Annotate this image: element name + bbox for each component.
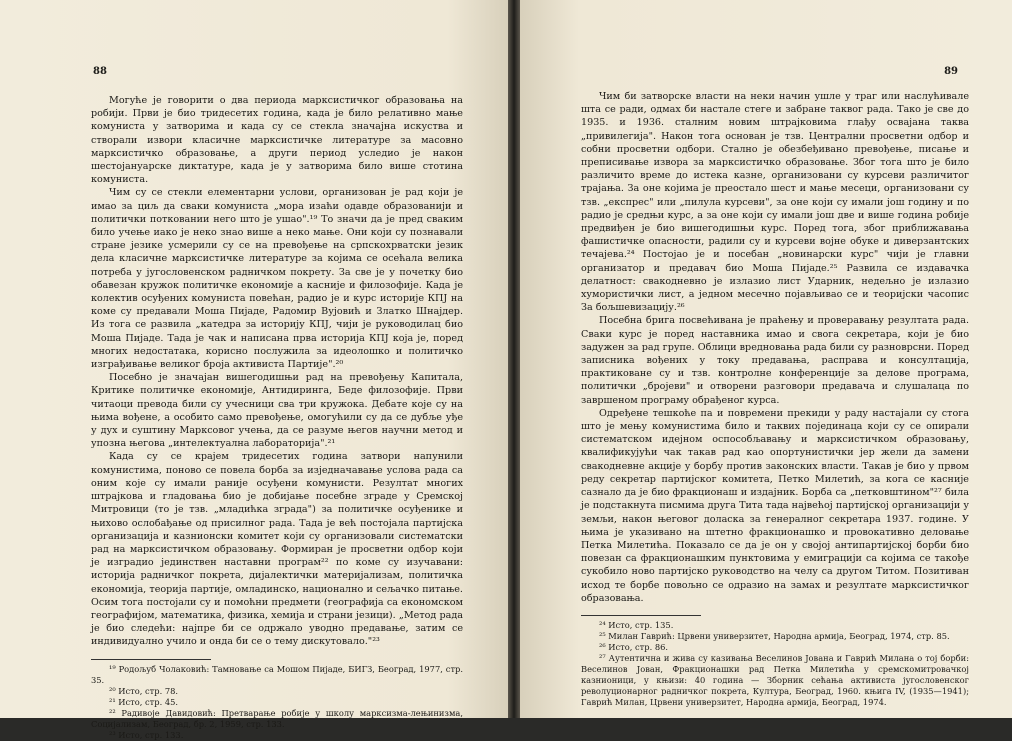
page-number: 88 xyxy=(93,66,107,77)
footnote: ²⁰ Исто, стр. 78. xyxy=(109,685,179,696)
footnote: ²¹ Исто, стр. 45. xyxy=(109,696,179,707)
main-text xyxy=(91,94,463,741)
paragraph: Чим би затворске власти на неки начин ушле у траг или наслућивале шта се ради, одмах би настале стеге и забране таквог рада. Тако је све до 1935. и 1936. сталним новим штрајковима глађу освајана таква „привилегија". Након тога основан је тзв. Централни просветни одбор и собни просветни одбори. Стално је обезбеђивано превођење, писање и преписивање извора за марксистичко образовање. Због тога што је било различито време до истека казне, организовани су курсеви различитог трајања. За оне којима је преостало шест и мање месеци, организовани су тзв. „експрес" или „пилула курсеви", за оне који су имали још годину и по радио је средњи курс, а за оне који су имали још две и више година робије предвиђен је био вишегодишњи курс. Поред тога, због приближавања фашистичке опасности, радили су и курсеви војне обуке и диверзантских течајева.²⁴ Постојао је и посебан „новинарски курс" чији је главни организатор и предавач био Моша Пијаде.²⁵ Развила се издавачка делатност: свакодневно је излазио лист Ударник, недељно је излазио хумористички лист, а једном месечно појављивао се и теоријски часопис За бољшевизацију.²⁶ xyxy=(581,91,969,314)
page-number: 89 xyxy=(944,66,958,77)
paragraph: Посебно је значајан вишегодишњи рад на превођењу Капитала, Критике политичке економије, Антидиринга, Беде филозофије. Први читаоци превода били су учесници сва три кружока. Дебате које су на њима вођене, а особито само превођење, омогућили су да се дубље уђе у дух и суштину Марксовог учења, да се разуме његов научни метод и упозна његова „интелектуална лабораторија".²¹ xyxy=(91,372,463,450)
footnote: ²² Радивоје Давидовић: Претварање робије у школу марксизма-лењинизма, Социјализам, Београд, бр. 2, 1959, стр. 133. xyxy=(91,707,463,729)
paragraph: Када су се крајем тридесетих година затвори напунили комунистима, поново се повела борба за изједначавање услова рада са оним које су имали раније осуђени комунисти. Резултат многих штрајкова и гладовања био је добијање посебне зграде у Сремској Митровици (то је тзв. „младићка зграда") за политичке осуђенике и њихово ослобађање од присилног рада. Тада је већ постојала партијска организација и казнионски комитет који су организовали систематски рад на марксистичком образовању. Формиран је просветни одбор који је изградио јединствен наставни програм²² по коме су изучавани: историја радничког покрета, дијалектички материјализам, политичка економија, теорија партије, омладинско, национално и сељачко питање. Осим тога постојали су и помоћни предмети (географија са економском географијом, математика, физика, хемија и страни језици). „Метод рада је био следећи: најпре би се одржало уводно предавање, затим се индивидуално учило и онда би се о тему дискутовало."²³ xyxy=(91,451,463,648)
footnote: ²⁶ Исто, стр. 86. xyxy=(599,641,669,652)
footnote-divider xyxy=(581,615,701,616)
book-gutter xyxy=(508,0,520,718)
main-text xyxy=(581,90,969,708)
footnote: ²⁵ Милан Гаврић: Црвени универзитет, Народна армија, Београд, 1974, стр. 85. xyxy=(599,630,950,641)
paragraph: Чим су се стекли елементарни услови, организован је рад који је имао за циљ да сваки комуниста „мора изаћи одавде образованији и политички потковании него што је ушао".¹⁹ То значи да је пред сваким било учење иако је неко знао више а неко мање. Они који су познавали стране језике усмерили су се на превођење на српскохрватски језик дела класичне марксистичке литературе за којима се осећала велика потреба у југословенском радничком покрету. За све је у почетку био обавезан кружок политичке економије а касније и филозофије. Када је колектив осуђених комуниста повећан, радио је и курс историје КПЈ на коме су предавали Моша Пијаде, Радомир Вујовић и Златко Шнајдер. Из тога се развила „катедра за историју КПЈ, чији је руководилац био Моша Пијаде. Тада је чак и написана прва историја КПЈ која је, поред многих недостатака, корисно послужила за идеолошко и политичко изграђивање великог броја активиста Партије".²⁰ xyxy=(91,187,463,371)
paragraph: Могуће је говорити о два периода марксистичког образовања на робији. Први је био тридесетих година, када је било релативно мање комуниста у затворима и када су се стекла значајна искуства и створали извори класичне марксистичке литературе за масовно марксистичко образовање, а други период уследио је након шестојануарске диктатуре, када је у затворима било више стотина комуниста. xyxy=(91,95,463,186)
footnote: ²⁷ Аутентична и жива су казивања Веселинов Јована и Гаврић Милана о тој борби: Веселинов Јован, Фракционашки рад Петка Милетића у сремскомитровачкој казнионици, у књизи: 40 година — Зборник сећања активиста југословенског револуционарног радничког покрета, Култура, Београд, 1960. књига IV, (1935—1941); Гаврић Милан, Црвени универзитет, Народна армија, Београд, 1974. xyxy=(581,652,969,707)
footnotes xyxy=(91,664,463,741)
footnote-divider xyxy=(91,659,211,660)
paragraph: Посебна брига посвећивана је праћењу и проверавању резултата рада. Сваки курс је поред наставника имао и свога секретара, који је био задужен за рад групе. Облици вредновања рада били су разноврсни. Поред записника вођених у току предавања, расправа и консултација, практиковане су и тзв. контролне конференције за делове програма, политички „бројеви" и отворени разговори предавача и слушалаца по завршеном програму обрађеног курса. xyxy=(581,315,969,406)
right-page xyxy=(520,0,1012,718)
footnote: ²³ Исто, стр. 133. xyxy=(109,729,184,740)
footnote: ²⁴ Исто, стр. 135. xyxy=(599,619,674,630)
footnote: ¹⁹ Родољуб Чолаковић: Тамновање са Мошом Пијаде, БИГЗ, Београд, 1977, стр. 35. xyxy=(91,663,463,685)
paragraph: Одређене тешкоће па и повремени прекиди у раду настајали су стога што је мењу комунистима било и таквих појединаца који су се опирали систематском идејном оспособљавању и марксистичком образовању, квалификујући чак такав рад као опортунистички јер жели да замени свакодневне акције у борбу против законских власти. Такав је био у првом реду секретар партијског комитета, Петко Милетић, за кога се касније сазнало да је био фракционаш и издајник. Борба са „петковштином"²⁷ била је подстакнута писмима друга Тита тада највећој партијској организацији у земљи, након његовог доласка за генералног секретара 1937. године. У њима је указивано на штетно фракционашко и провокативно деловање Петка Милетића. Показало се да је он у својој антипартијској борби био повезан са фракционашким пунктовима у емиграцији са којима се такође сукобило ново партијско руководство на челу са другом Титом. Позитиван исход те борбе повољно се одразио на замах и резултате марксистичког образовања. xyxy=(581,407,969,604)
footnotes xyxy=(581,620,969,708)
